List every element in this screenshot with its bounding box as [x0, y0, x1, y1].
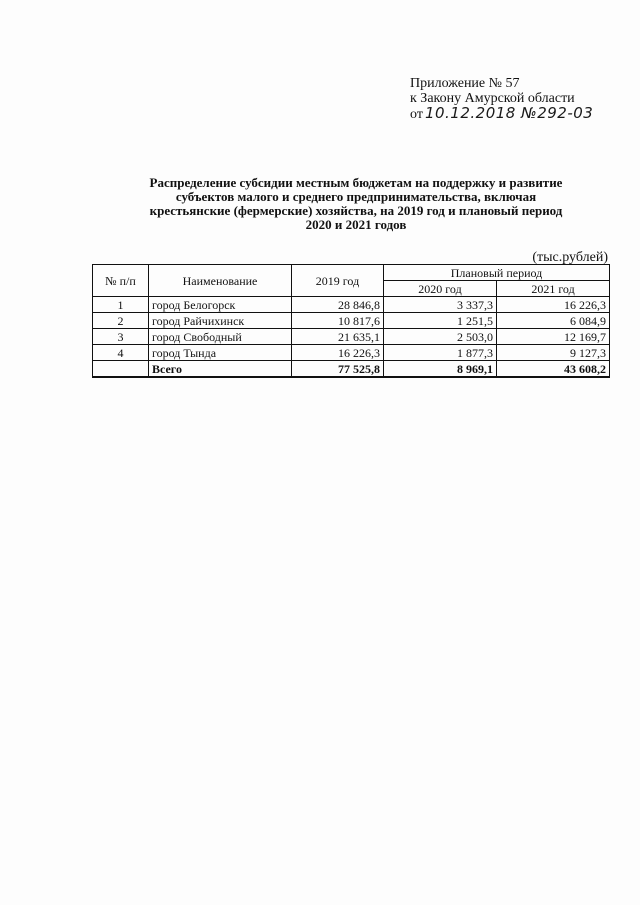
table-header-row: [93, 265, 610, 281]
total-2021: 43 608,2: [497, 361, 610, 378]
title-line-2: субъектов малого и среднего предпринимательства, включая: [175, 189, 537, 204]
title-line-1: Распределение субсидии местным бюджетам на поддержку и развитие: [149, 175, 563, 190]
row-2021: 12 169,7: [497, 329, 610, 345]
header-num: № п/п: [93, 265, 149, 297]
appendix-number: Приложение № 57: [410, 76, 520, 91]
total-2019: 77 525,8: [292, 361, 384, 378]
row-2019: 21 635,1: [292, 329, 384, 345]
row-2019: 16 226,3: [292, 345, 384, 361]
title-line-3: крестьянские (фермерские) хозяйства, на 2019 год и плановый период: [149, 203, 563, 218]
total-num: [93, 361, 149, 378]
header-2021: 2021 год: [497, 281, 610, 297]
appendix-date-prefix: от: [410, 107, 423, 122]
table-row: [93, 313, 610, 329]
appendix-law: к Закону Амурской области: [410, 91, 575, 106]
header-name: Наименование: [149, 265, 292, 297]
table-row: [93, 329, 610, 345]
total-label: Всего: [149, 361, 292, 378]
appendix-date-line: [410, 106, 593, 122]
header-2019: 2019 год: [292, 265, 384, 297]
row-name: город Белогорск: [149, 297, 292, 313]
row-2019: 28 846,8: [292, 297, 384, 313]
row-2019: 10 817,6: [292, 313, 384, 329]
row-2020: 1 251,5: [384, 313, 497, 329]
units-label: (тыс.рублей): [532, 250, 608, 265]
subsidy-table: [92, 264, 610, 378]
row-num: 2: [93, 313, 149, 329]
table-row: [93, 345, 610, 361]
row-2020: 2 503,0: [384, 329, 497, 345]
handwritten-date-number: 10.12.2018 №292-03: [424, 104, 594, 122]
document-title: [100, 176, 612, 232]
row-2021: 6 084,9: [497, 313, 610, 329]
row-name: город Свободный: [149, 329, 292, 345]
appendix-block: [410, 76, 593, 122]
table-row: [93, 297, 610, 313]
title-line-4: 2020 и 2021 годов: [305, 217, 407, 232]
header-2020: 2020 год: [384, 281, 497, 297]
table-total-row: [93, 361, 610, 378]
row-2021: 16 226,3: [497, 297, 610, 313]
row-name: город Тында: [149, 345, 292, 361]
row-2020: 1 877,3: [384, 345, 497, 361]
row-num: 3: [93, 329, 149, 345]
total-2020: 8 969,1: [384, 361, 497, 378]
row-2021: 9 127,3: [497, 345, 610, 361]
header-planned-period: Плановый период: [384, 265, 610, 281]
row-num: 1: [93, 297, 149, 313]
row-name: город Райчихинск: [149, 313, 292, 329]
row-num: 4: [93, 345, 149, 361]
row-2020: 3 337,3: [384, 297, 497, 313]
